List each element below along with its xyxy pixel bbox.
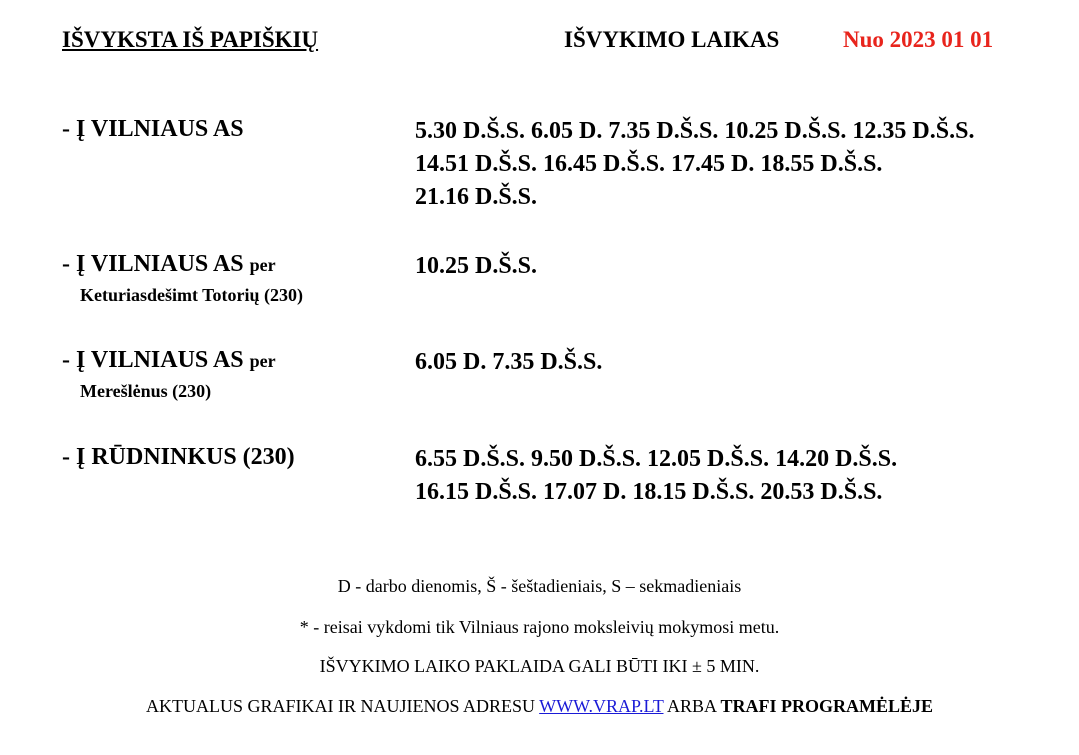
route-label: - Į VILNIAUS AS (62, 116, 244, 142)
route-label: - Į VILNIAUS AS (62, 347, 244, 373)
school-note: * - reisai vykdomi tik Vilniaus rajono moksleivių mokymosi metu. (299, 617, 780, 637)
route-via: Keturiasdešimt Totorių (230) (80, 285, 303, 305)
times-line: 16.15 D.Š.S. 17.07 D. 18.15 D.Š.S. 20.53 D.Š.S. (415, 479, 883, 505)
website-link[interactable]: WWW.VRAP.LT (539, 696, 664, 716)
times-line: 5.30 D.Š.S. 6.05 D. 7.35 D.Š.S. 10.25 D.Š.S. 12.35 D.Š.S. (415, 118, 975, 144)
tolerance-note: IŠVYKIMO LAIKO PAKLAIDA GALI BŪTI IKI ± 5 MIN. (319, 656, 760, 676)
legend-text: D - darbo dienomis, Š - šeštadieniais, S – sekmadieniais (337, 576, 742, 596)
route-per: per (249, 255, 276, 275)
route-times (415, 115, 974, 214)
route-times (415, 443, 897, 509)
route-times (415, 250, 537, 283)
times-line: 14.51 D.Š.S. 16.45 D.Š.S. 17.45 D. 18.55 D.Š.S. (415, 151, 883, 177)
route-name (62, 251, 276, 278)
times-line: 6.05 D. 7.35 D.Š.S. (415, 349, 603, 375)
times-line: 6.55 D.Š.S. 9.50 D.Š.S. 12.05 D.Š.S. 14.20 D.Š.S. (415, 446, 898, 472)
route-per: per (249, 351, 276, 371)
info-prefix: AKTUALUS GRAFIKAI IR NAUJIENOS ADRESU (145, 696, 540, 716)
info-line (0, 696, 1079, 717)
departs-from-heading: IŠVYKSTA IŠ PAPIŠKIŲ (62, 27, 319, 52)
valid-from-date: Nuo 2023 01 01 (843, 27, 994, 52)
route-name (62, 116, 244, 143)
route-label: - Į RŪDNINKUS (230) (62, 444, 295, 470)
app-name: TRAFI PROGRAMĖLĖJE (720, 696, 934, 716)
route-times (415, 346, 602, 379)
route-label: - Į VILNIAUS AS (62, 251, 244, 277)
departure-time-heading: IŠVYKIMO LAIKAS (564, 27, 780, 52)
route-name (62, 347, 276, 374)
info-middle: ARBA (663, 696, 721, 716)
times-line: 21.16 D.Š.S. (415, 184, 538, 210)
times-line: 10.25 D.Š.S. (415, 253, 538, 279)
route-via: Merešlėnus (230) (80, 381, 212, 401)
route-name (62, 444, 295, 471)
